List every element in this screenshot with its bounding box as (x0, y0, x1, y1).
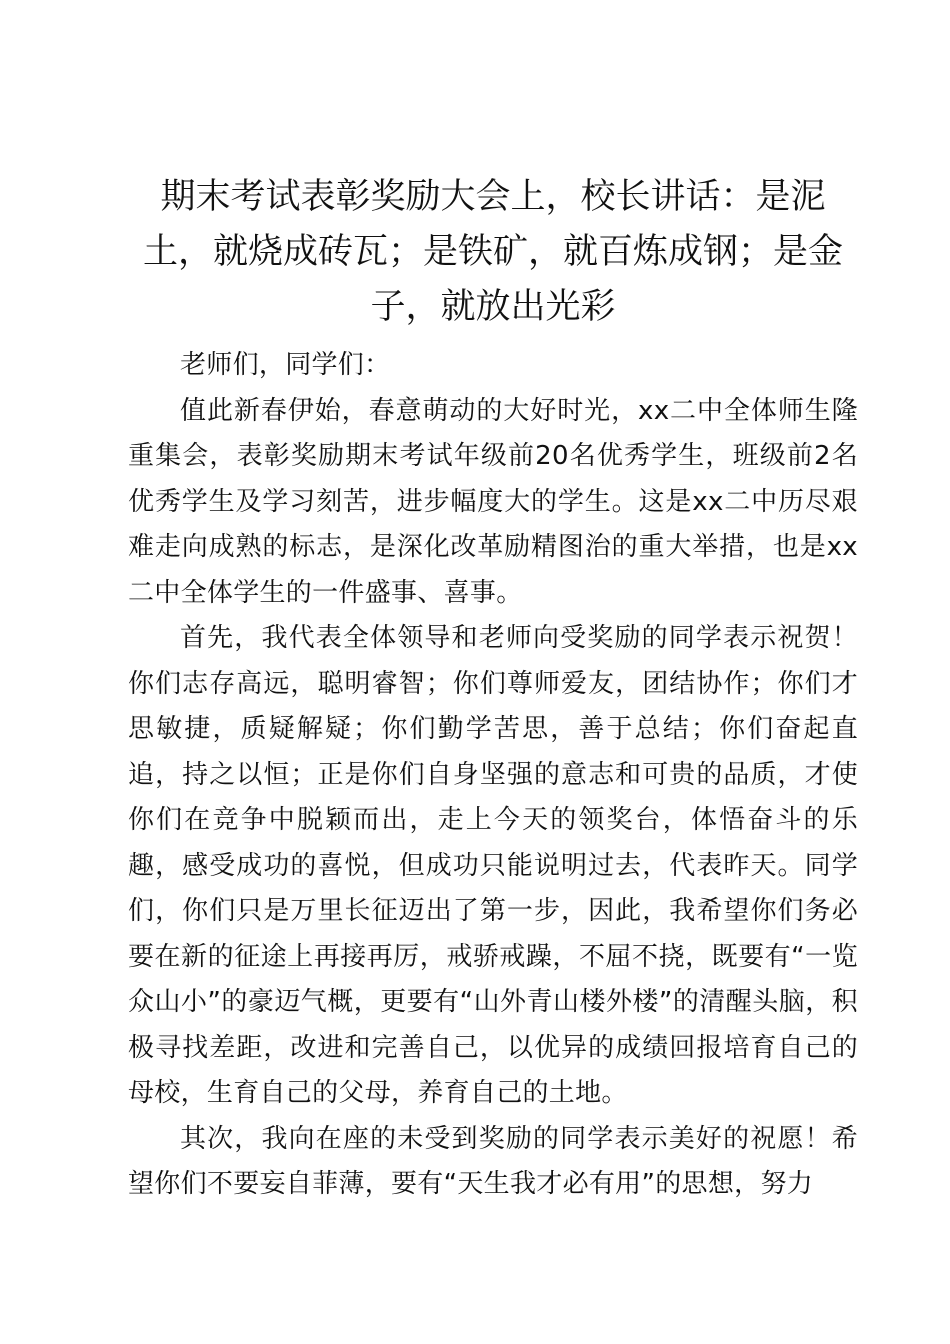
salutation-paragraph: 老师们，同学们： (180, 350, 391, 380)
document-page (128, 170, 858, 1208)
body-paragraph: 首先，我代表全体领导和老师向受奖励的同学表示祝贺！你们志存高远，聪明睿智；你们尊师爱友，团结协作；你们才思敏捷，质疑解疑；你们勤学苦思，善于总结；你们奋起直追，持之以恒；正是你们自身坚强的意志和可贵的品质，才使你们在竞争中脱颖而出，走上今天的领奖台，体悟奋斗的乐趣，感受成功的喜悦，但成功只能说明过去，代表昨天。同学们，你们只是万里长征迈出了第一步，因此，我希望你们务必要在新的征途上再接再厉，戒骄戒躁，不屈不挠，既要有“一览众山小”的豪迈气概，更要有“山外青山楼外楼”的清醒头脑，积极寻找差距，改进和完善自己，以优异的成绩回报培育自己的母校，生育自己的父母，养育自己的土地。 (128, 623, 858, 1108)
body-paragraph: 值此新春伊始，春意萌动的大好时光，xx二中全体师生隆重集会，表彰奖励期末考试年级前20名优秀学生，班级前2名优秀学生及学习刻苦，进步幅度大的学生。这是xx二中历尽艰难走向成熟的标志，是深化改革励精图治的重大举措，也是xx二中全体学生的一件盛事、喜事。 (128, 395, 858, 608)
document-title: 期末考试表彰奖励大会上，校长讲话：是泥土，就烧成砖瓦；是铁矿，就百炼成钢；是金子，就放出光彩 (142, 177, 843, 327)
body-paragraph: 其次，我向在座的未受到奖励的同学表示美好的祝愿！希望你们不要妄自菲薄，要有“天生我才必有用”的思想，努力 (128, 1123, 858, 1199)
